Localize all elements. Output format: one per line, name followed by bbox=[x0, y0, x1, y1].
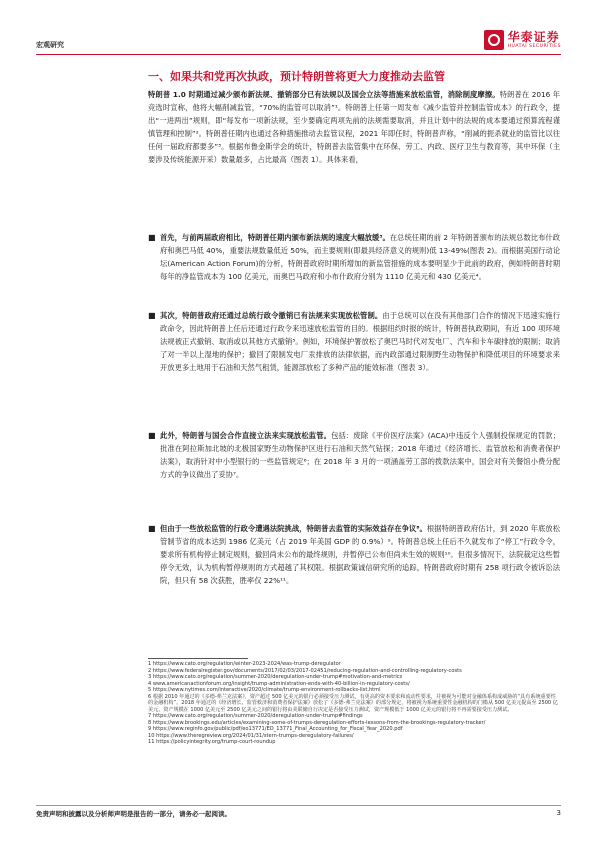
footnote: 5 https://www.nytimes.com/interactive/2020/climate/trump-environment-rollbacks-list.html bbox=[148, 687, 381, 693]
footnote: 11 https://policyintegrity.org/trump-court-roundup bbox=[148, 739, 276, 745]
bullet-text: 由于总统可以在没有其他部门合作的情况下迅速实施行政命令，因此特朗普上任后还通过行政令来迅速放松监管的目的。根据纽约时报的统计，特朗普执政期间，有近 100 项环境法规被正式撤销、取消或以其他方式撤销⁵。例如，环境保护署放松了奥巴马时代对发电厂、汽车和卡车碳排放的限制；取消了对一半以上湿地的保护；撤回了限制发电厂汞排放的法律依据，而内政部通过限制野生动物保护和降低项目的环境要求来开放更多土地用于石油和天然气租赁，能源部放松了多种产品的能效标准（图表 3）。 bbox=[160, 311, 561, 372]
intro-lead: 特朗普 1.0 时期通过减少颁布新法规、撤销部分已有法规以及国会立法等措施来放松监管，消除制度摩擦。 bbox=[148, 90, 500, 99]
bullet-text: 包括：废除《平价医疗法案》(ACA)中违反个人强制投保规定的罚款；批准在阿拉斯加北坡的北极国家野生动物保护区进行石油和天然气钻探；2018 年通过《经济增长、监管放松和消费者保护法案》，取消针对中小型银行的一些监管规定⁶；在 2018 年 3 月的一项涵盖劳工部的拨款法案中，国会对有关餐馆小费分配方式的争议做出了妥协⁷。 bbox=[160, 431, 560, 479]
section-title: 一、如果共和党再次执政，预计特朗普将更大力度推动去监管 bbox=[148, 70, 445, 83]
logo-name-en: HUATAI SECURITIES bbox=[507, 44, 561, 49]
bullet-icon: ■ bbox=[148, 233, 156, 242]
bullet-lead: 其次，特朗普政府还通过总统行政令撤销已有法规来实现放松管制。 bbox=[160, 311, 383, 320]
header-divider bbox=[36, 54, 561, 55]
footnote: 3 https://www.cato.org/regulation/summer-2020/deregulation-under-trump#motivation-and-metrics bbox=[148, 674, 403, 680]
bullet-item bbox=[148, 429, 560, 481]
bullet-lead: 首先，与前两届政府相比，特朗普任期内颁布新法规的速度大幅放缓³。 bbox=[160, 233, 390, 242]
footnote: 4 www.americanactionforum.org/insight/trump-administration-ends-with-40-billion-in-regulatory-costs/ bbox=[148, 680, 410, 687]
bullet-item bbox=[148, 522, 560, 587]
bullet-lead: 此外，特朗普与国会合作直接立法来实现放松监管。 bbox=[160, 431, 332, 440]
bullet-item bbox=[148, 309, 560, 374]
huatai-logo bbox=[484, 30, 561, 50]
footnote: 2 https://www.federalregister.gov/documents/2017/02/03/2017-02451/reducing-regulation-and-controlling-regulatory-costs bbox=[148, 667, 462, 674]
footnote: 9 https://www.reginfo.gov/public/pdf/eo13771/EO_13771_Final_Accounting_for_Fiscal_Year_2020.pdf bbox=[148, 726, 403, 732]
bullet-lead: 但由于一些放松监管的行政令遭遇法院挑战，特朗普去监管的实际效益存在争议⁸。 bbox=[160, 524, 427, 533]
bullet-text: 在总统任期的前 2 年特朗普颁布的法规总数比布什政府和奥巴马低 40%，重要法规数量低近 50%，而主要规则(即最具经济意义的规则)低 13-49%(图表 2)。而根据美国行动论坛(American Action Forum)的分析，特朗普政府时期所增加的新监管措施的成本要明显少于此前的政府，例如特朗普时期每年的净监管成本为 100 亿美元，而奥巴马政府和小布什政府分别为 1110 亿美元和 430 亿美元⁴。 bbox=[160, 233, 560, 281]
bullet-icon: ■ bbox=[148, 524, 156, 533]
footnote-divider bbox=[148, 658, 248, 659]
intro-paragraph bbox=[148, 88, 560, 166]
bullet-icon: ■ bbox=[148, 431, 156, 440]
footnotes bbox=[148, 661, 560, 746]
huatai-logo-icon bbox=[484, 30, 504, 50]
footnote: 7 https://www.cato.org/regulation/summer-2020/deregulation-under-trump#findings bbox=[148, 713, 363, 719]
report-category-label: 宏观研究 bbox=[36, 41, 64, 49]
bullet-text: 根据特朗普政府估计，到 2020 年底放松管制节省的成本达到 1986 亿美元（占 2019 年美国 GDP 的 0.9%）⁹。特朗普总统上任后不久就发布了“停工”行政令令，要求所有机构停止制定规则，撤回尚未公布的最终规则，并暂停已公布但尚未生效的规则¹⁰。但很多情况下，法院裁定这些暂停令无效，认为机构暂停规则的方式超越了其权限。根据政策诚信研究所的追踪，特朗普政府时期有 258 项行政令被诉讼法院，但只有 58 次获胜，胜率仅 22%¹¹。 bbox=[160, 524, 560, 585]
footnote: 8 https://www.brookings.edu/articles/examining-some-of-trumps-deregulation-efforts-lessons-from-the-brookings-regulatory-tracker/ bbox=[148, 719, 486, 726]
intro-text: 特朗普在 2016 年竞选时宣称，他将大幅削减监管，“70%的监管可以取消”¹。特朗普上任第一周发布《减少监管并控制监管成本》的行政令，提出“一进两出”规则，即“每发布一项新法规，至少要确定两项先前的法规需要取消，并且计划中的法规的成本要通过预算流程谨慎管理和控制”²。特朗普任期内也通过各种措施推动去监管议程，2021 年即任时，特朗普声称，“削减的扼杀就业的监管比以往任何一届政府都要多”³。根据布鲁金斯学会的统计，特朗普去监管集中在环保、劳工、内政、医疗卫生与教育等，其中环保（主要涉及传统能源开采）数量最多，占比最高（图表 1）。具体来看， bbox=[148, 90, 560, 164]
footer-divider bbox=[36, 805, 561, 806]
page-number: 3 bbox=[556, 809, 561, 817]
footnote: 10 https://www.theregreview.org/2024/01/31/stern-trumps-deregulatory-failures/ bbox=[148, 732, 354, 739]
bullet-item bbox=[148, 231, 560, 283]
footer-disclaimer: 免责声明和披露以及分析师声明是报告的一部分，请务必一起阅读。 bbox=[36, 810, 231, 818]
bullet-icon: ■ bbox=[148, 311, 156, 320]
footnote: 6 根据 2010 年通过的《多德-弗兰克法案》，资产超过 500 亿美元的银行必须接受压力测试，有更高的资本要求和流动性要求，并被视为可能对金融体系构成威胁的“具有系统重要性的金融机构”。2018 年通过的《经济增长、监管救济和消费者保护法案》放松了《多德-弗兰克法案》的部分规定，将被视为系统重要性金融机构的门槛从 500 亿美元提高至 2500 亿美元，资产规模在 1000 亿美元至 2500 亿美元之间的银行将由美联储自行决定是否接受压力测试，资产规模低于 1000 亿美元的银行将不再需要接受压力测试。 bbox=[148, 693, 558, 713]
footnote: 1 https://www.cato.org/regulation/winter-2023-2024/was-trump-deregulator bbox=[148, 661, 341, 667]
logo-name-cn: 华泰证券 bbox=[507, 30, 560, 44]
